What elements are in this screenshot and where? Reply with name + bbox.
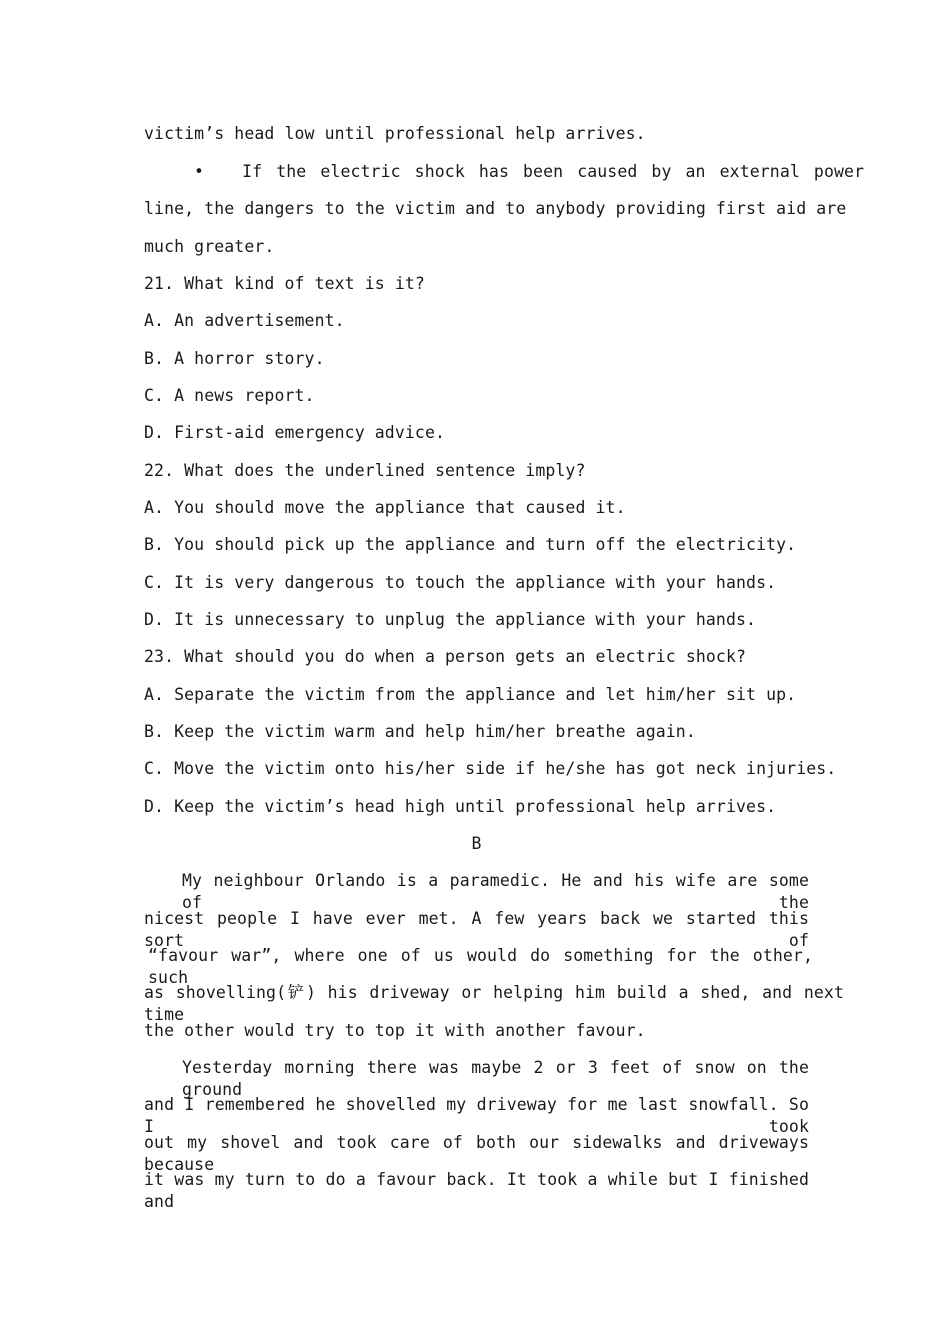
answer-option: A. An advertisement. bbox=[144, 311, 345, 330]
answer-option: B. Keep the victim warm and help him/her breathe again. bbox=[144, 722, 696, 741]
question-stem: 22. What does the underlined sentence imply? bbox=[144, 461, 586, 480]
paragraph-line: out my shovel and took care of both our sidewalks and driveways because bbox=[144, 1133, 809, 1174]
paragraph-line: “favour war”, where one of us would do something for the other, such bbox=[148, 946, 813, 987]
passage-a-line: victim’s head low until professional help arrives. bbox=[144, 124, 646, 143]
paragraph-line: and I remembered he shovelled my driveway for me last snowfall. So I took bbox=[144, 1095, 809, 1136]
answer-option: D. It is unnecessary to unplug the appliance with your hands. bbox=[144, 610, 757, 629]
bullet-item bbox=[194, 161, 865, 183]
bullet-text: If the electric shock has been caused by an external power bbox=[242, 162, 865, 181]
passage-a-line: line, the dangers to the victim and to anybody providing first aid are bbox=[144, 199, 847, 218]
paragraph-line: as shovelling(铲) his driveway or helping him build a shed, and next time bbox=[144, 983, 844, 1024]
question-stem: 23. What should you do when a person gets an electric shock? bbox=[144, 647, 747, 666]
answer-option: C. A news report. bbox=[144, 386, 315, 405]
question-stem: 21. What kind of text is it? bbox=[144, 274, 425, 293]
answer-option: C. Move the victim onto his/her side if he/she has got neck injuries. bbox=[144, 759, 837, 778]
paragraph-line: it was my turn to do a favour back. It took a while but I finished and bbox=[144, 1170, 809, 1211]
answer-option: B. You should pick up the appliance and turn off the electricity. bbox=[144, 535, 797, 554]
answer-option: A. Separate the victim from the appliance and let him/her sit up. bbox=[144, 685, 797, 704]
bullet-icon: • bbox=[194, 162, 205, 181]
passage-a-line: much greater. bbox=[144, 237, 275, 256]
paragraph-line: Yesterday morning there was maybe 2 or 3 feet of snow on the ground bbox=[182, 1058, 809, 1099]
answer-option: B. A horror story. bbox=[144, 349, 325, 368]
section-heading: B bbox=[471, 834, 482, 853]
answer-option: C. It is very dangerous to touch the appliance with your hands. bbox=[144, 573, 777, 592]
paragraph-line: My neighbour Orlando is a paramedic. He and his wife are some of the bbox=[182, 871, 809, 912]
paragraph-line: the other would try to top it with another favour. bbox=[144, 1021, 646, 1040]
answer-option: D. First-aid emergency advice. bbox=[144, 423, 446, 442]
paragraph-line: nicest people I have ever met. A few years back we started this sort of bbox=[144, 909, 809, 950]
answer-option: D. Keep the victim’s head high until professional help arrives. bbox=[144, 797, 777, 816]
answer-option: A. You should move the appliance that caused it. bbox=[144, 498, 626, 517]
